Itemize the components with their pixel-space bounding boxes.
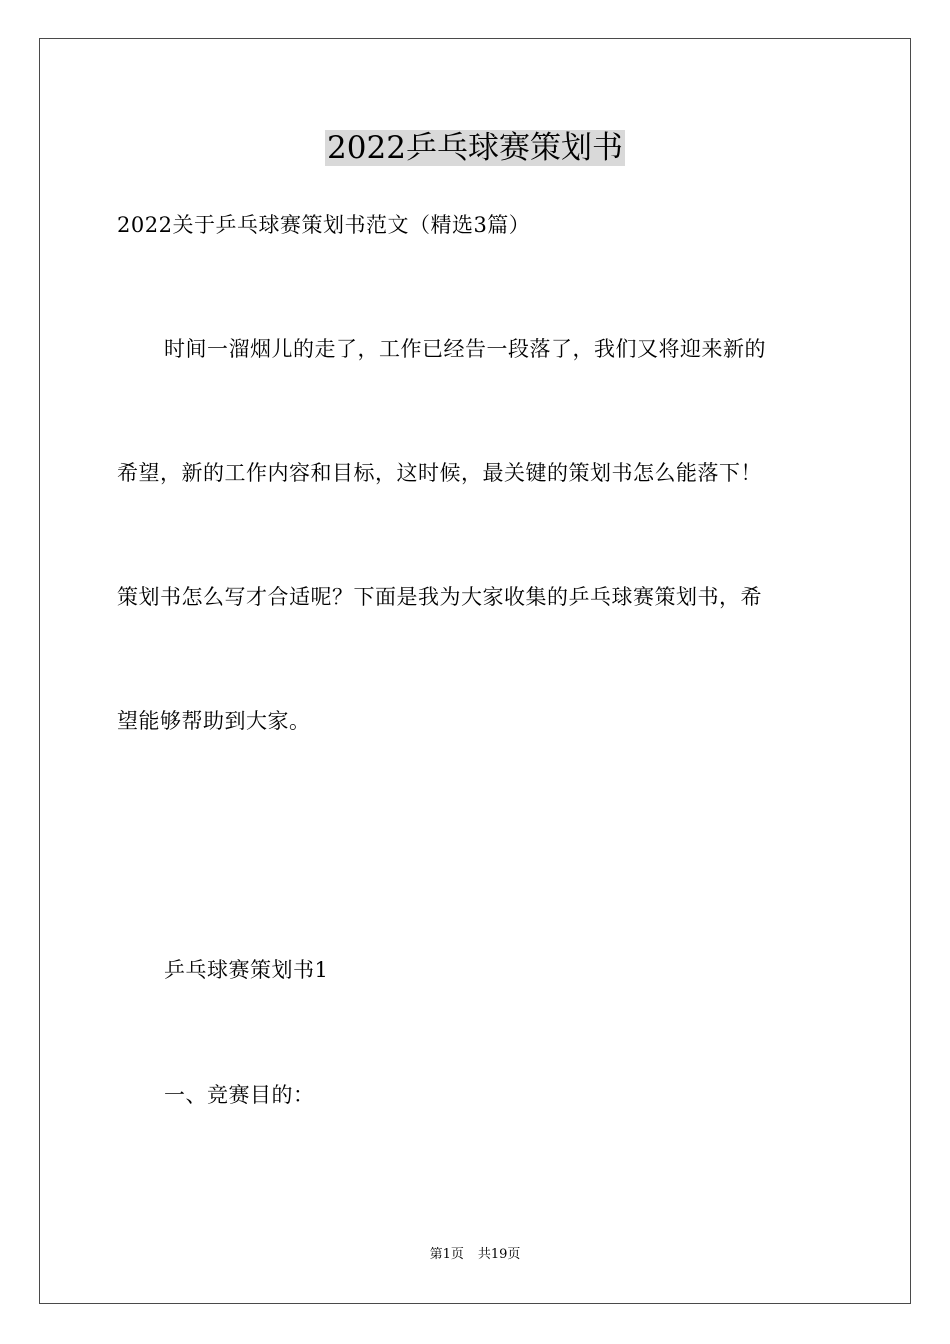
- paragraph-line-3: 策划书怎么写才合适呢？下面是我为大家收集的乒乓球赛策划书，希: [117, 585, 762, 609]
- document-title: [0, 126, 950, 170]
- document-subtitle: 2022关于乒乓球赛策划书范文（精选3篇）: [117, 213, 531, 237]
- page-total: 共19页: [477, 1247, 521, 1262]
- document-title-text: 2022乒乓球赛策划书: [327, 130, 623, 166]
- page-number: 第1页: [429, 1247, 464, 1262]
- paragraph-line-2: 希望，新的工作内容和目标，这时候，最关键的策划书怎么能落下！: [117, 461, 762, 485]
- page-footer: [0, 1246, 950, 1264]
- subsection-heading: 一、竞赛目的：: [164, 1083, 315, 1107]
- paragraph-line-4: 望能够帮助到大家。: [117, 709, 311, 733]
- paragraph-line-1: 时间一溜烟儿的走了，工作已经告一段落了，我们又将迎来新的: [164, 337, 766, 361]
- section-heading: 乒乓球赛策划书1: [164, 958, 329, 982]
